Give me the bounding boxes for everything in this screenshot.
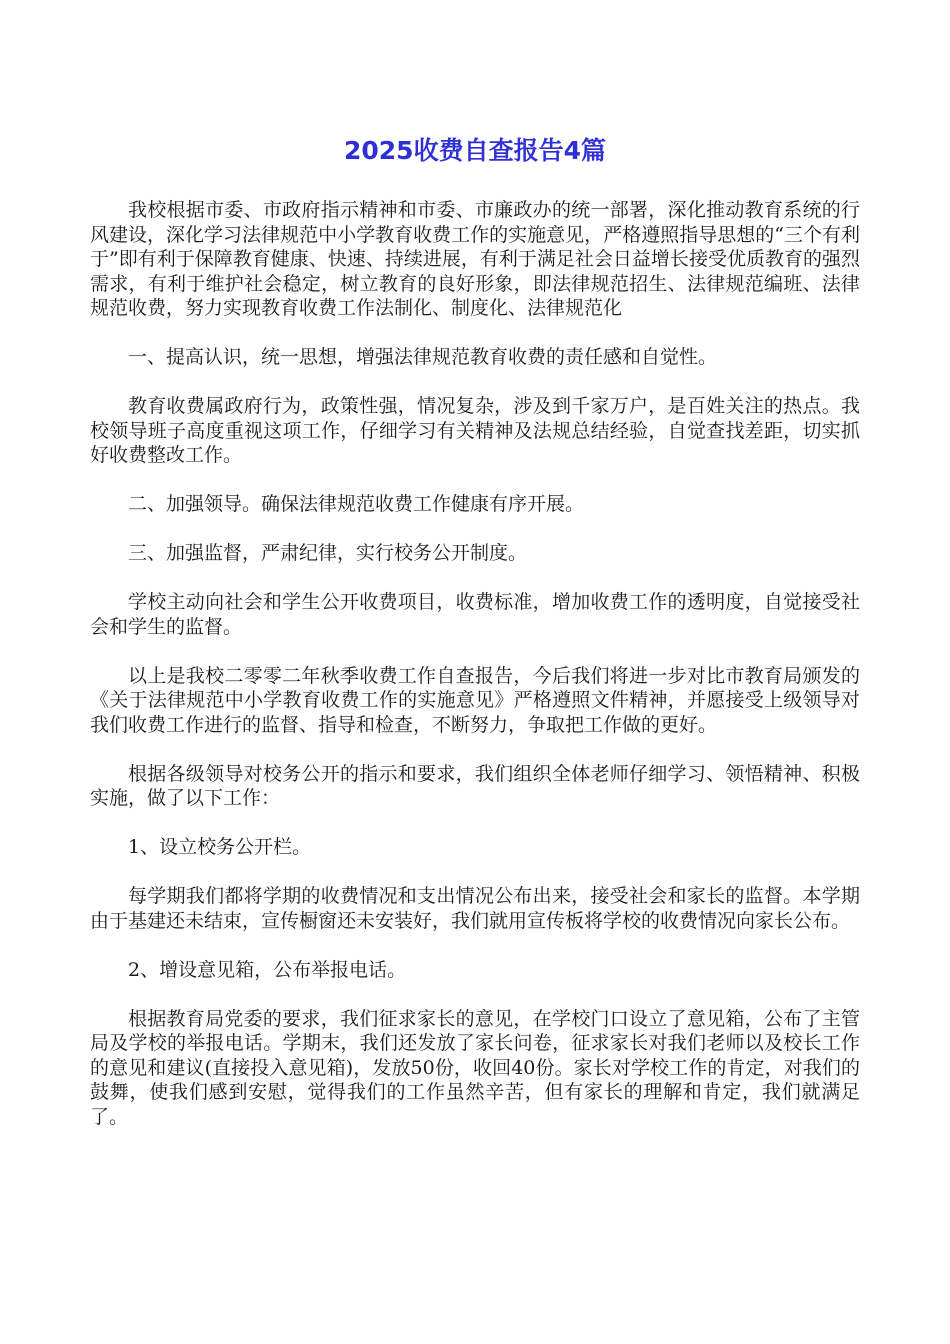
section-heading-3: 三、加强监督，严肃纪律，实行校务公开制度。 (128, 542, 528, 564)
paragraph: 以上是我校二零零二年秋季收费工作自查报告，今后我们将进一步对比市教育局颁发的《关于法律规范中小学教育收费工作的实施意见》严格遵照文件精神，并愿接受上级领导对我们收费工作进行的监督、指导和检查，不断努力，争取把工作做的更好。 (90, 664, 860, 736)
paragraph: 根据教育局党委的要求，我们征求家长的意见，在学校门口设立了意见箱，公布了主管局及学校的举报电话。学期末，我们还发放了家长问卷，征求家长对我们老师以及校长工作的意见和建议(直接投入意见箱)，发放50份，收回40份。家长对学校工作的肯定，对我们的鼓舞，使我们感到安慰，觉得我们的工作虽然辛苦，但有家长的理解和肯定，我们就满足了。 (90, 1007, 860, 1128)
paragraph: 学校主动向社会和学生公开收费项目，收费标准，增加收费工作的透明度，自觉接受社会和学生的监督。 (90, 591, 860, 638)
paragraph: 教育收费属政府行为，政策性强，情况复杂，涉及到千家万户，是百姓关注的热点。我校领导班子高度重视这项工作，仔细学习有关精神及法规总结经验，自觉查找差距，切实抓好收费整改工作。 (90, 395, 860, 466)
section-heading-1: 一、提高认识，统一思想，增强法律规范教育收费的责任感和自觉性。 (128, 346, 718, 368)
page-title: 2025收费自查报告4篇 (344, 136, 606, 165)
list-heading-1: 1、设立校务公开栏。 (128, 836, 312, 858)
paragraph: 根据各级领导对校务公开的指示和要求，我们组织全体老师仔细学习、领悟精神、积极实施，做了以下工作： (90, 762, 860, 809)
paragraph: 每学期我们都将学期的收费情况和支出情况公布出来，接受社会和家长的监督。本学期由于基建还未结束，宣传橱窗还未安装好，我们就用宣传板将学校的收费情况向家长公布。 (90, 885, 860, 932)
document-body (90, 198, 860, 1154)
list-heading-2: 2、增设意见箱，公布举报电话。 (128, 958, 407, 981)
section-heading-2: 二、加强领导。确保法律规范收费工作健康有序开展。 (128, 493, 585, 515)
paragraph-intro: 我校根据市委、市政府指示精神和市委、市廉政办的统一部署，深化推动教育系统的行风建设，深化学习法律规范中小学教育收费工作的实施意见，严格遵照指导思想的“三个有利于”即有利于保障教育健康、快速、持续进展，有利于满足社会日益增长接受优质教育的强烈需求，有利于维护社会稳定，树立教育的良好形象，即法律规范招生、法律规范编班、法律规范收费，努力实现教育收费工作法制化、制度化、法律规范化 (90, 199, 860, 319)
